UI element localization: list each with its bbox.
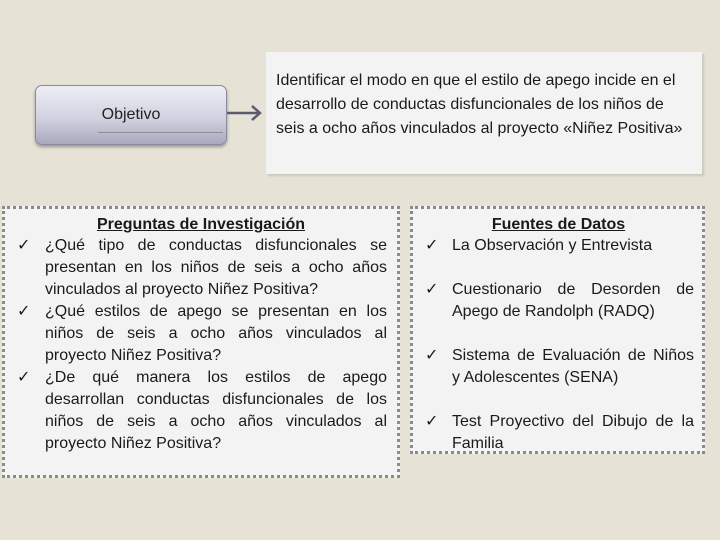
list-item (15, 301, 387, 367)
list-item (423, 411, 694, 455)
list-item-text: ¿Qué estilos de apego se presentan en los niños de seis a ocho años vinculados al proyecto Niñez Positiva? (45, 303, 387, 364)
list-item-text: ¿Qué tipo de conductas disfuncionales se presentan en los niños de seis a ocho años vinculados al proyecto Niñez Positiva? (45, 237, 387, 298)
check-icon: ✓ (425, 237, 439, 254)
list-item-text: Sistema de Evaluación de Niños y Adolescentes (SENA) (452, 347, 694, 386)
list-item (423, 235, 694, 257)
list-item-text: ¿De qué manera los estilos de apego desarrollan conductas disfuncionales de los niños de seis a ocho años vinculados al proyecto Niñez Positiva? (45, 369, 387, 452)
check-icon: ✓ (425, 281, 439, 298)
objective-label-box (35, 85, 227, 145)
check-icon: ✓ (17, 237, 31, 254)
research-questions-list (15, 235, 387, 455)
list-item (15, 235, 387, 301)
objective-label: Objetivo (101, 106, 161, 123)
list-item-text: La Observación y Entrevista (452, 237, 653, 254)
objective-text-box (266, 52, 702, 174)
list-item-text: Cuestionario de Desorden de Apego de Randolph (RADQ) (452, 281, 694, 320)
list-item-text: Test Proyectivo del Dibujo de la Familia (452, 413, 694, 452)
objective-text: Identificar el modo en que el estilo de apego incide en el desarrollo de conductas disfuncionales de los niños de seis a ocho años vinculados al proyecto «Niñez Positiva» (276, 72, 683, 137)
arrow-right-icon (226, 102, 266, 124)
research-questions-panel (2, 206, 400, 478)
list-item (423, 279, 694, 323)
list-item (15, 367, 387, 455)
check-icon: ✓ (425, 413, 439, 430)
list-item (423, 345, 694, 389)
check-icon: ✓ (17, 369, 31, 386)
research-questions-title: Preguntas de Investigación (96, 216, 306, 233)
check-icon: ✓ (17, 303, 31, 320)
check-icon: ✓ (425, 347, 439, 364)
data-sources-list (423, 235, 694, 455)
data-sources-title: Fuentes de Datos (491, 216, 626, 233)
objective-label-underline (98, 132, 223, 133)
data-sources-panel (410, 206, 705, 454)
